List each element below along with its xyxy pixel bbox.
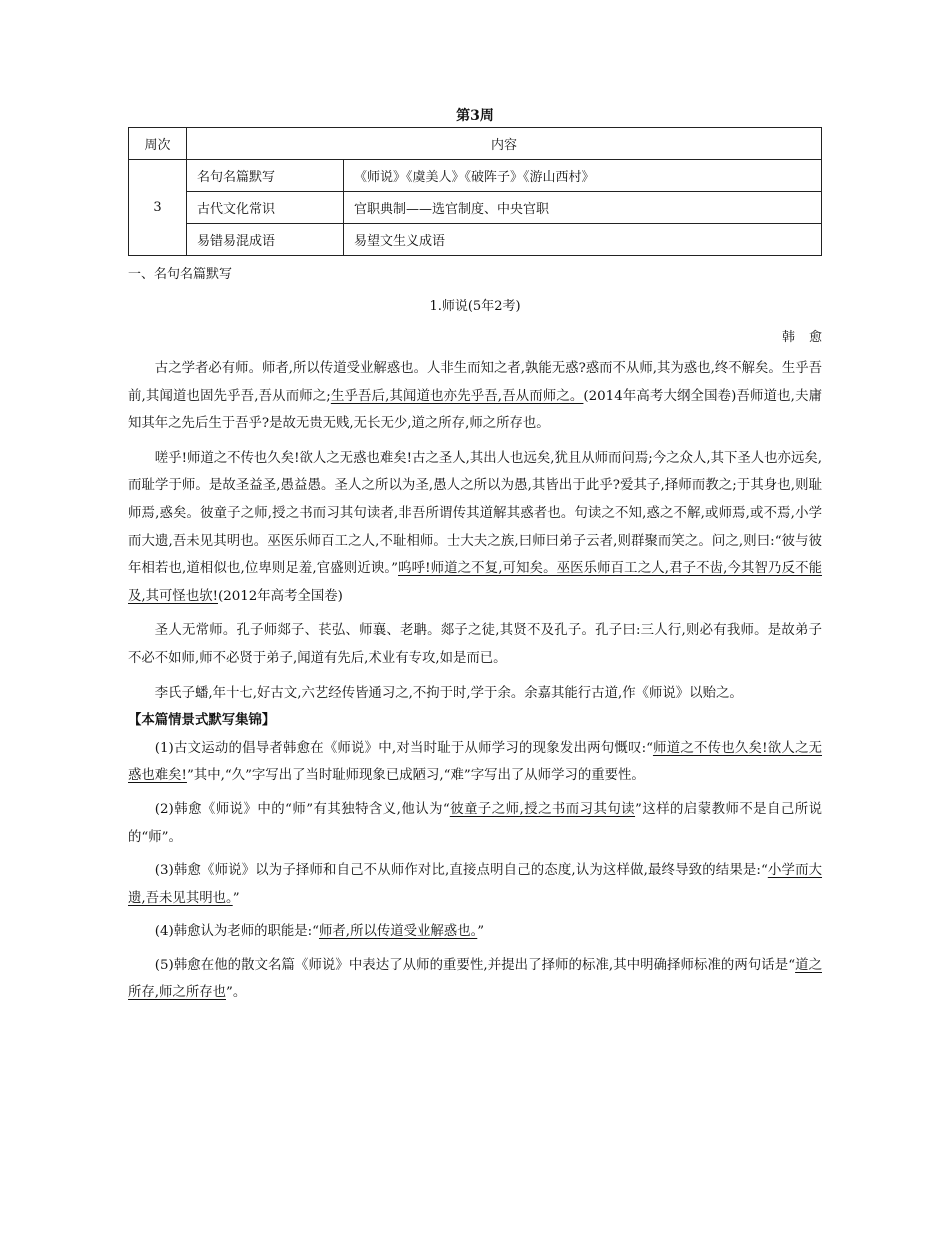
paragraph-3: 圣人无常师。孔子师郯子、苌弘、师襄、老聃。郯子之徒,其贤不及孔子。孔子曰:三人行,则必有我师。是故弟子不必不如师,师不必贤于弟子,闻道有先后,术业有专攻,如是而已。	[128, 623, 822, 666]
answer-text: 道之所存,师之所存也	[128, 957, 822, 1001]
page-title: 第3周	[456, 108, 494, 124]
paragraph-2	[128, 445, 822, 611]
text-span: 古之学者必有师。师者,所以传道受业解惑也。人非生而知之者,孰能无惑?惑而不从师,其为惑也,终不解矣。生乎吾前,其闻道也固先乎吾,吾从而师之;	[128, 361, 822, 404]
paragraph-4: 李氏子蟠,年十七,好古文,六艺经传皆通习之,不拘于时,学于余。余嘉其能行古道,作《师说》以贻之。	[154, 685, 743, 701]
text-span: (2014年高考大纲全国卷)吾师道也,夫庸知其年之先后生于吾乎?是故无贵无贱,无长无少,道之所存,师之所存也。	[128, 388, 822, 432]
table-row	[129, 160, 822, 192]
answer-text: 师道之不传也久矣!欲人之无惑也难矣!	[128, 740, 822, 784]
exercise-heading: 【本篇情景式默写集锦】	[128, 712, 276, 729]
exercise-item	[128, 952, 822, 1007]
exercise-item	[128, 735, 822, 790]
exercise-item	[128, 796, 822, 851]
exercise-list	[128, 735, 822, 1007]
row-category: 古代文化常识	[187, 192, 344, 224]
table-row	[129, 192, 822, 224]
header-week: 周次	[129, 128, 187, 160]
text-span: (2)韩愈《师说》中的“师”有其独特含义,他认为“	[154, 801, 450, 817]
poem-body	[128, 355, 822, 1007]
section-heading: 一、名句名篇默写	[128, 267, 233, 282]
weekly-schedule-table	[128, 127, 822, 256]
week-number: 3	[129, 160, 187, 256]
answer-text: 师者,所以传道受业解惑也。	[319, 924, 478, 940]
row-category: 名句名篇默写	[187, 160, 344, 192]
text-span: (5)韩愈在他的散文名篇《师说》中表达了从师的重要性,并提出了择师的标准,其中明确择师标准的两句话是“	[154, 957, 796, 973]
row-content: 易望文生义成语	[344, 224, 822, 256]
row-category: 易错易混成语	[187, 224, 344, 256]
text-span: ”	[477, 924, 485, 940]
exercise-item	[128, 918, 822, 946]
header-content: 内容	[187, 128, 822, 160]
answer-text: 小学而大遗,吾未见其明也。	[128, 863, 823, 906]
text-span: ”	[232, 890, 240, 906]
exercise-item	[128, 857, 822, 912]
text-span: ”。	[226, 985, 247, 1001]
table-row	[129, 224, 822, 256]
answer-text: 彼童子之师,授之书而习其句读	[449, 801, 636, 817]
table-header-row	[129, 128, 822, 160]
text-span: (4)韩愈认为老师的职能是:“	[154, 924, 320, 940]
row-content: 《师说》《虞美人》《破阵子》《游山西村》	[344, 160, 822, 192]
text-span: ”其中,“久”字写出了当时耻师现象已成陋习,“难”字写出了从师学习的重要性。	[186, 768, 645, 784]
poem-author: 韩愈	[781, 330, 836, 345]
row-content: 官职典制——选官制度、中央官职	[344, 192, 822, 224]
poem-title: 1.师说(5年2考)	[429, 299, 521, 314]
paragraph-1	[128, 355, 822, 438]
text-span: ”这样的启蒙教师不是自己所说的“师”。	[128, 801, 822, 845]
underlined-quote: 呜呼!师道之不复,可知矣。巫医乐师百工之人,君子不齿,今其智乃反不能及,其可怪也欤!	[128, 561, 822, 604]
text-span: 嗟乎!师道之不传也久矣!欲人之无惑也难矣!古之圣人,其出人也远矣,犹且从师而问焉;今之众人,其下圣人也亦远矣,而耻学于师。是故圣益圣,愚益愚。圣人之所以为圣,愚人之所以为愚,其皆出于此乎?爱其子,择师而教之;于其身也,则耻师焉,惑矣。彼童子之师,授之书而习其句读者,非吾所谓传其道解其惑者也。句读之不知,惑之不解,或师焉,或不焉,小学而大遗,吾未见其明也。巫医乐师百工之人,不耻相师。士大夫之族,曰师曰弟子云者,则群聚而笑之。问之,则曰:“彼与彼年相若也,道相似也,位卑则足羞,官盛则近谀。”	[128, 450, 822, 577]
text-span: (3)韩愈《师说》以为子择师和自己不从师作对比,直接点明自己的态度,认为这样做,最终导致的结果是:“	[154, 863, 768, 879]
text-span: (1)古文运动的倡导者韩愈在《师说》中,对当时耻于从师学习的现象发出两句慨叹:“	[154, 740, 653, 756]
text-span: (2012年高考全国卷)	[217, 588, 343, 604]
underlined-quote: 生乎吾后,其闻道也亦先乎吾,吾从而师之。	[330, 388, 584, 404]
